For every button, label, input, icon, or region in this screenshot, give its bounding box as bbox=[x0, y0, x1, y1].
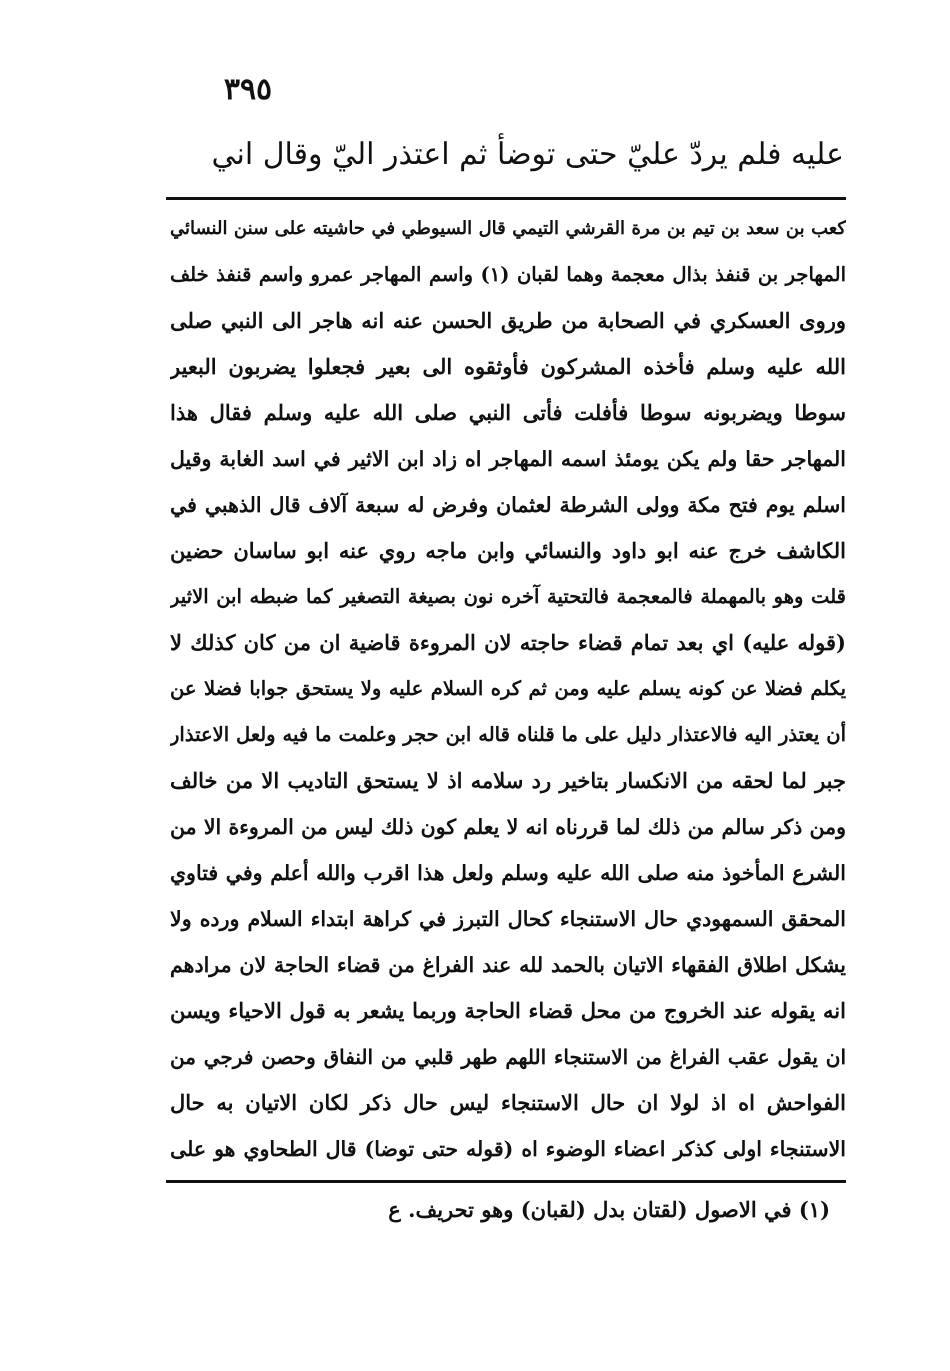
commentary-line: المحقق السمهودي حال الاستنجاء كحال التبرز في كراهة ابتداء السلام ورده ولا bbox=[170, 907, 846, 931]
commentary-line: الاستنجاء اولى كذكر اعضاء الوضوء اه (قوله حتى توضا) قال الطحاوي هو على bbox=[170, 1137, 846, 1161]
hadith-main-text: عليه فلم يردّ عليّ حتى توضأ ثم اعتذر اليّ وقال اني bbox=[211, 137, 844, 172]
commentary-line: الشرع المأخوذ منه صلى الله عليه وسلم ولعل هذا اقرب والله أعلم وفي فتاوي bbox=[170, 861, 846, 885]
commentary-block bbox=[170, 206, 846, 1172]
commentary-line: يشكل اطلاق الفقهاء الاتيان بالحمد لله عند الفراغ من قضاء الحاجة لان مرادهم bbox=[170, 953, 846, 977]
commentary-line: ان يقول عقب الفراغ من الاستنجاء اللهم طهر قلبي من النفاق وحصن فرجي من bbox=[170, 1045, 846, 1069]
page-number: ٣٩٥ bbox=[223, 72, 273, 107]
commentary-line: جبر لما لحقه من الانكسار بتاخير رد سلامه اذ لا يستحق التاديب الا من خالف bbox=[170, 768, 846, 793]
commentary-line: سوطا ويضربونه سوطا فأفلت فأتى النبي صلى الله عليه وسلم فقال هذا bbox=[170, 400, 846, 425]
commentary-line: المهاجر حقا ولم يكن يومئذ اسمه المهاجر اه زاد ابن الاثير في اسد الغابة وقيل bbox=[170, 447, 846, 471]
commentary-line: ومن ذكر سالم من ذلك لما قررناه انه لا يعلم كون ذلك ليس من المروءة الا من bbox=[170, 815, 846, 839]
footnote: (١) في الاصول (لقتان بدل (لقبان) وهو تحريف. ع bbox=[388, 1197, 830, 1222]
top-divider-rule bbox=[166, 197, 846, 200]
commentary-line: اسلم يوم فتح مكة وولى الشرطة لعثمان وفرض له سبعة آلاف قال الذهبي في bbox=[170, 493, 846, 517]
commentary-line: أن يعتذر اليه فالاعتذار دليل على ما قلناه قاله ابن حجر وعلمت ما فيه ولعل الاعتذار bbox=[170, 723, 846, 746]
commentary-line: (قوله عليه) اي بعد تمام قضاء حاجته لان المروءة قاضية ان من كان كذلك لا bbox=[170, 630, 846, 655]
commentary-line: كعب بن سعد بن تيم بن مرة القرشي التيمي قال السيوطي في حاشيته على سنن النسائي bbox=[170, 218, 846, 239]
commentary-line: يكلم فضلا عن كونه يسلم عليه ومن ثم كره السلام عليه ولا يستحق جوابا فضلا عن bbox=[170, 677, 846, 700]
commentary-line: الله عليه وسلم فأخذه المشركون فأوثقوه الى بعير فجعلوا يضربون البعير bbox=[170, 354, 846, 379]
footnote-divider-rule bbox=[166, 1180, 846, 1183]
commentary-line: قلت وهو بالمهملة فالمعجمة فالتحتية آخره نون بصيغة التصغير كما ضبطه ابن الاثير bbox=[170, 585, 846, 608]
commentary-line: انه يقوله عند الخروج من محل قضاء الحاجة وربما يشعر به قول الاحياء ويسن bbox=[170, 998, 846, 1023]
commentary-line: الكاشف خرج عنه ابو داود والنسائي وابن ماجه روي عنه ابو ساسان حضين bbox=[170, 538, 846, 563]
commentary-line: الفواحش اه اذ لولا ان حال الاستنجاء ليس حال ذكر لكان الاتيان به حال bbox=[170, 1090, 846, 1115]
commentary-line: المهاجر بن قنفذ بذال معجمة وهما لقبان (١) واسم المهاجر عمرو واسم قنفذ خلف bbox=[170, 263, 846, 286]
commentary-line: وروى العسكري في الصحابة من طريق الحسن عنه انه هاجر الى النبي صلى bbox=[170, 308, 846, 333]
